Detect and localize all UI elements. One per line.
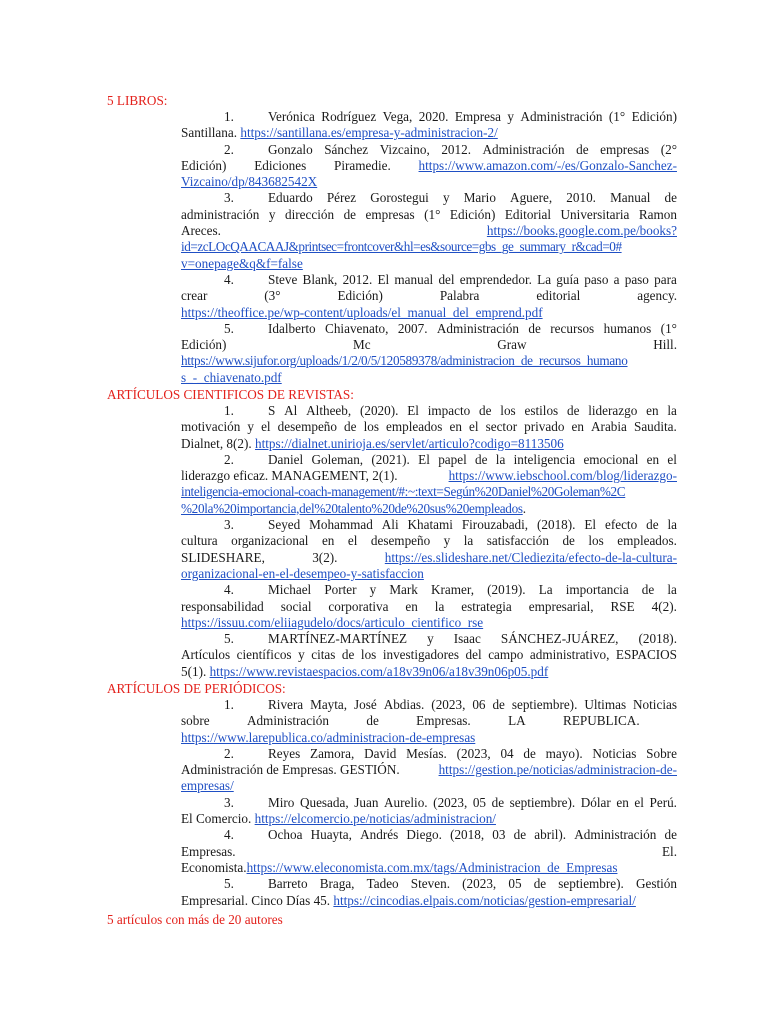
- periodico-1-link[interactable]: https://www.larepublica.co/administracion-de-empresas: [181, 729, 476, 745]
- list-number: 1.: [224, 697, 234, 712]
- revista-3-line-2: cultura organizacional en el desempeño y la satisfacción de los empleados.: [181, 533, 677, 549]
- list-number: 2.: [224, 141, 234, 157]
- libro-5-link[interactable]: https://www.sijufor.org/uploads/1/2/0/5/120589378/administracion_de_recursos_humano: [181, 353, 628, 369]
- libro-4-link[interactable]: https://theoffice.pe/wp-content/uploads/el_manual_del_emprend.pdf: [181, 304, 543, 320]
- libro-1-line-2: Santillana. https://santillana.es/empresa-y-administracion-2/: [181, 125, 498, 141]
- revista-5-link[interactable]: https://www.revistaespacios.com/a18v39n06/a18v39n06p05.pdf: [209, 663, 549, 679]
- section-heading-periodicos: ARTÍCULOS DE PERIÓDICOS:: [107, 681, 286, 696]
- list-number: 3.: [224, 190, 234, 206]
- periodico-1-line-3: [181, 730, 677, 746]
- list-number: 4.: [224, 827, 234, 843]
- list-number: 2.: [224, 451, 234, 467]
- revista-3-link-cont[interactable]: organizacional-en-el-desempeo-y-satisfaccion: [181, 565, 424, 581]
- revista-2-line-2: liderazgo eficaz. MANAGEMENT, 2(1). https://www.iebschool.com/blog/liderazgo-: [181, 468, 677, 484]
- libro-5-link-cont[interactable]: s_-_chiavenato.pdf: [181, 369, 282, 385]
- libro-3-line-3: Areces. https://books.google.com.pe/books?: [181, 223, 677, 239]
- revista-5-line-1: 5. MARTÍNEZ-MARTÍNEZ y Isaac SÁNCHEZ-JUÁREZ, (2018).: [224, 631, 677, 647]
- libro-5-line-3: [181, 353, 677, 369]
- revista-2-line-4: %20la%20importancia,del%20talento%20de%20sus%20empleados.: [181, 500, 527, 516]
- revistas-list: [181, 403, 677, 680]
- periodico-4-line-1: 4. Ochoa Huayta, Andrés Diego. (2018, 03 de abril). Administración de: [224, 827, 677, 843]
- revista-4-line-3: [181, 615, 677, 631]
- libro-2-line-1: 2. Gonzalo Sánchez Vizcaino, 2012. Administración de empresas (2°: [224, 141, 677, 157]
- section-heading-libros: 5 LIBROS:: [107, 93, 168, 108]
- libro-3-line-5: [181, 256, 677, 272]
- libro-4-line-3: [181, 305, 677, 321]
- periodico-3-link[interactable]: https://elcomercio.pe/noticias/administracion/: [254, 811, 496, 827]
- periodico-1-line-1: 1. Rivera Mayta, José Abdias. (2023, 06 de septiembre). Ultimas Noticias: [224, 697, 677, 712]
- periodico-4-link[interactable]: https://www.eleconomista.com.mx/tags/Administracion_de_Empresas: [246, 859, 618, 875]
- periodico-2-line-1: 2. Reyes Zamora, David Mesías. (2023, 04 de mayo). Noticias Sobre: [224, 745, 677, 761]
- periodico-4-line-3: Economista.https://www.eleconomista.com.mx/tags/Administracion_de_Empresas: [181, 859, 618, 875]
- list-number: 4.: [224, 582, 234, 598]
- list-number: 2.: [224, 745, 234, 761]
- revista-1-line-2: motivación y el desempeño de los empleados en el sector privado en Arabia Saudita.: [181, 419, 677, 435]
- revista-1-link[interactable]: https://dialnet.unirioja.es/servlet/articulo?codigo=8113506: [254, 435, 564, 451]
- revista-2-line-3: [181, 484, 677, 500]
- libro-3-link-cont[interactable]: id=zcLOcQAACAAJ&printsec=frontcover&hl=es&source=gbs_ge_summary_r&cad=0#: [181, 239, 622, 255]
- libro-5-line-4: [181, 370, 677, 386]
- libro-1-link[interactable]: https://santillana.es/empresa-y-administracion-2/: [240, 125, 498, 141]
- libro-4-line-1: 4. Steve Blank, 2012. El manual del emprendedor. La guía paso a paso para: [224, 271, 677, 287]
- revista-5-line-3: 5(1). https://www.revistaespacios.com/a18v39n06/a18v39n06p05.pdf: [181, 663, 549, 679]
- list-number: 1.: [224, 109, 234, 124]
- periodicos-list: [181, 697, 677, 909]
- libro-5-line-1: 5. Idalberto Chiavenato, 2007. Administración de recursos humanos (1°: [224, 320, 677, 336]
- libro-3-link-end[interactable]: v=onepage&q&f=false: [181, 255, 303, 271]
- revista-3-line-3: SLIDESHARE, 3(2). https://es.slideshare.net/Clediezita/efecto-de-la-cultura-: [181, 549, 677, 565]
- libro-3-link[interactable]: https://books.google.com.pe/books?: [486, 223, 677, 239]
- list-number: 5.: [224, 876, 234, 892]
- periodico-2-line-2: Administración de Empresas. GESTIÓN. https://gestion.pe/noticias/administracion-de-: [181, 762, 677, 778]
- libro-2-link-cont[interactable]: Vizcaino/dp/843682542X: [181, 174, 318, 190]
- revista-2-link-end[interactable]: %20la%20importancia,del%20talento%20de%20sus%20empleados: [181, 500, 523, 516]
- revista-2-link[interactable]: https://www.iebschool.com/blog/liderazgo-: [448, 468, 677, 484]
- periodico-5-line-1: 5. Barreto Braga, Tadeo Steven. (2023, 05 de septiembre). Gestión: [224, 876, 677, 892]
- revista-2-link-cont[interactable]: inteligencia-emocional-coach-management/#:~:text=Según%20Daniel%20Goleman%2C: [181, 484, 626, 500]
- libro-2-line-2: Edición) Ediciones Piramedie. https://www.amazon.com/-/es/Gonzalo-Sanchez-: [181, 157, 677, 173]
- revista-5-line-2: Artículos científicos y citas de los investigadores del campo administrativo, ESPACIOS: [181, 647, 677, 663]
- revista-4-link[interactable]: https://issuu.com/eliiagudelo/docs/articulo_cientifico_rse: [181, 614, 484, 630]
- revista-2-line-1: 2. Daniel Goleman, (2021). El papel de la inteligencia emocional en el: [224, 451, 677, 467]
- libro-5-line-2: Edición) Mc Graw Hill.: [181, 337, 677, 353]
- revista-1-line-3: Dialnet, 8(2). https://dialnet.unirioja.es/servlet/articulo?codigo=8113506: [181, 435, 564, 451]
- periodico-2-line-3: [181, 778, 677, 794]
- periodico-5-line-2: Empresarial. Cinco Días 45. https://cincodias.elpais.com/noticias/gestion-empresarial/: [181, 892, 636, 908]
- list-number: 5.: [224, 631, 234, 647]
- libro-2-line-3: [181, 174, 677, 190]
- revista-3-line-1: 3. Seyed Mohammad Ali Khatami Firouzabadi, (2018). El efecto de la: [224, 517, 677, 533]
- periodico-2-link[interactable]: https://gestion.pe/noticias/administracion-de-: [438, 762, 677, 778]
- list-number: 3.: [224, 794, 234, 810]
- libro-3-line-2: administración y dirección de empresas (1° Edición) Editorial Universitaria Ramon: [181, 206, 677, 222]
- periodico-3-line-1: 3. Miro Quesada, Juan Aurelio. (2023, 05 de septiembre). Dólar en el Perú.: [224, 794, 677, 810]
- section-heading-autores: 5 artículos con más de 20 autores: [107, 912, 283, 927]
- periodico-1-line-2: sobre Administración de Empresas. LA REPUBLICA.: [181, 713, 640, 729]
- periodico-5-link[interactable]: https://cincodias.elpais.com/noticias/gestion-empresarial/: [333, 892, 636, 908]
- periodico-2-link-cont[interactable]: empresas/: [181, 778, 234, 794]
- list-number: 3.: [224, 517, 234, 533]
- periodico-3-line-2: El Comercio. https://elcomercio.pe/noticias/administracion/: [181, 811, 496, 827]
- revista-1-line-1: 1. S Al Altheeb, (2020). El impacto de los estilos de liderazgo en la: [224, 403, 677, 418]
- revista-4-line-2: responsabilidad social corporativa en la estrategia empresarial, RSE 4(2).: [181, 598, 677, 614]
- list-number: 4.: [224, 271, 234, 287]
- revista-3-link[interactable]: https://es.slideshare.net/Clediezita/efecto-de-la-cultura-: [384, 549, 677, 565]
- list-number: 5.: [224, 320, 234, 336]
- revista-3-line-4: [181, 566, 677, 582]
- section-heading-revistas: ARTÍCULOS CIENTIFICOS DE REVISTAS:: [107, 387, 354, 402]
- list-number: 1.: [224, 403, 234, 418]
- libro-4-line-2: crear (3° Edición) Palabra editorial agency.: [181, 288, 677, 304]
- libro-3-line-1: 3. Eduardo Pérez Gorostegui y Mario Aguere, 2010. Manual de: [224, 190, 677, 206]
- revista-4-line-1: 4. Michael Porter y Mark Kramer, (2019). La importancia de la: [224, 582, 677, 598]
- libro-1-line-1: 1. Verónica Rodríguez Vega, 2020. Empresa y Administración (1° Edición): [224, 109, 677, 124]
- periodico-4-line-2: Empresas. El.: [181, 843, 677, 859]
- libros-list: [181, 109, 677, 386]
- libro-2-link[interactable]: https://www.amazon.com/-/es/Gonzalo-Sanchez-: [418, 157, 677, 173]
- libro-3-line-4: [181, 239, 677, 255]
